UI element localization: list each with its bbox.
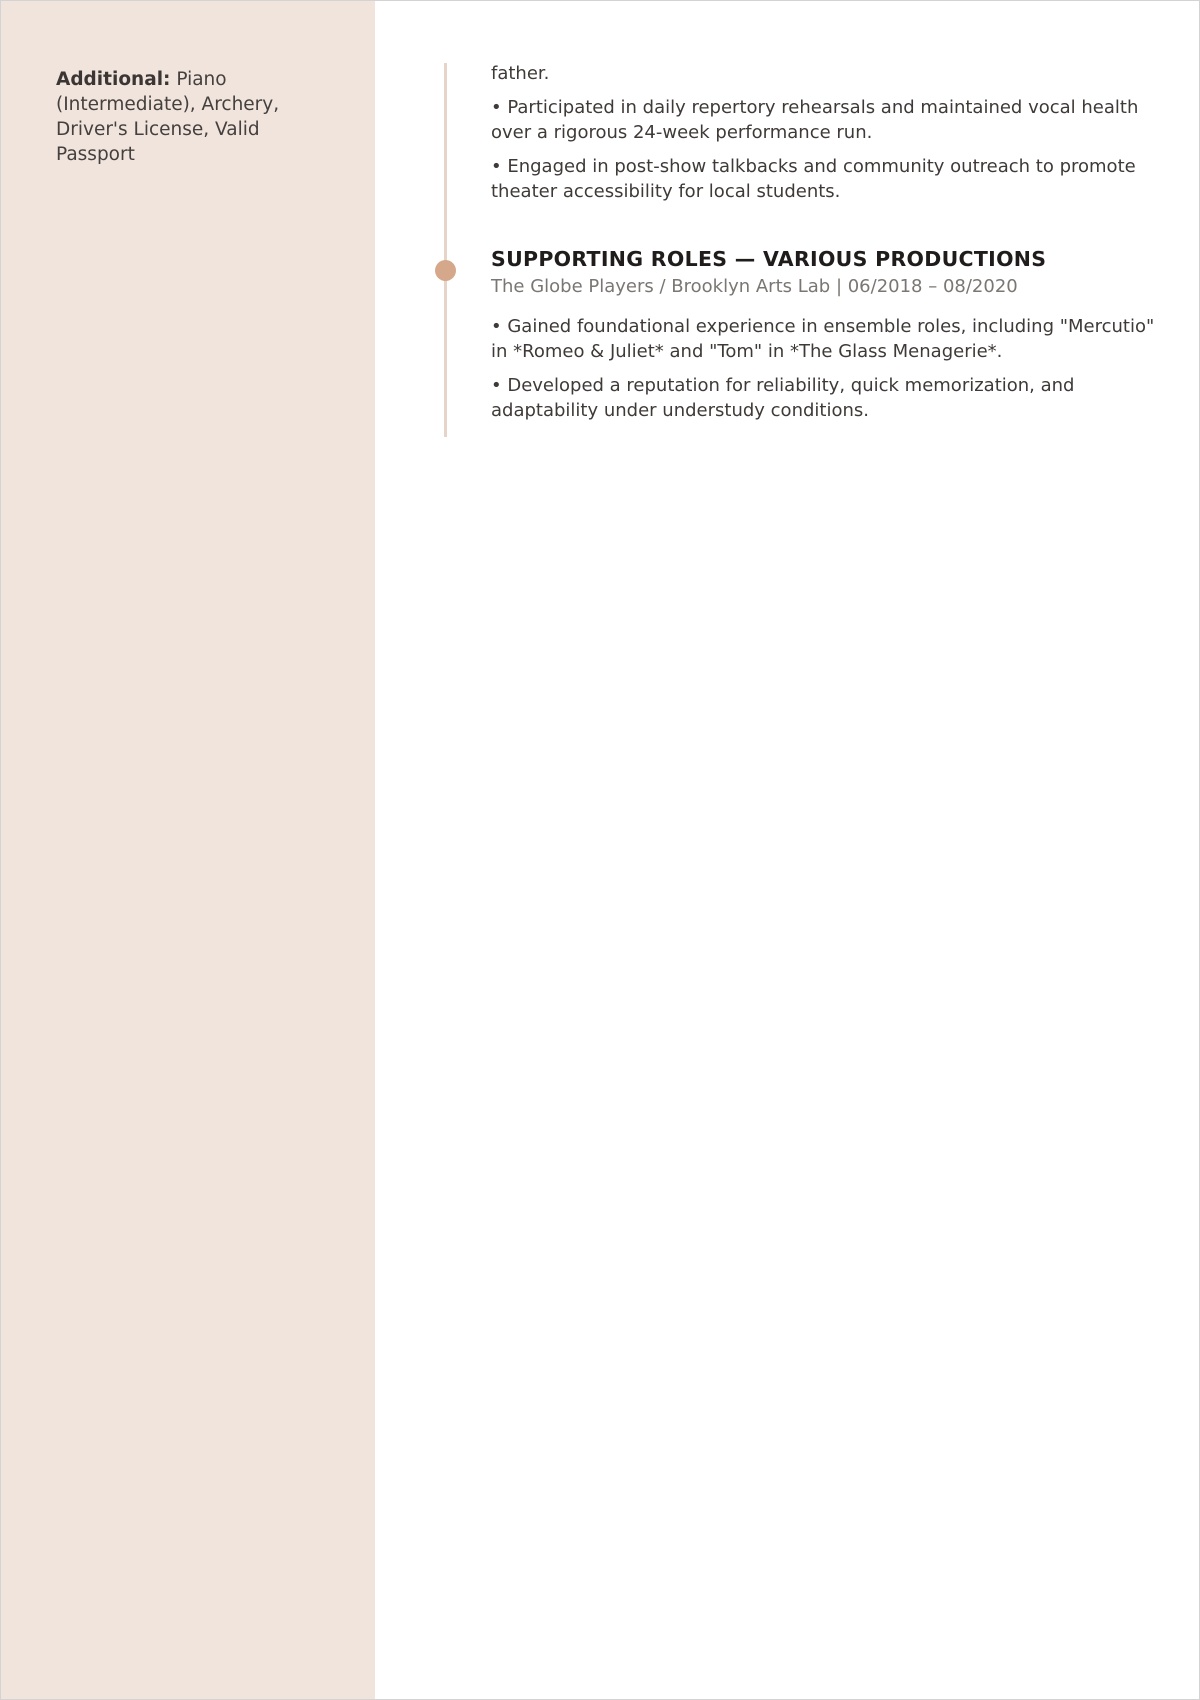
main-content bbox=[375, 1, 1199, 1699]
role-bullet-2: • Developed a reputation for reliability, quick memorization, and adaptability under understudy conditions. bbox=[491, 375, 1075, 421]
timeline-line bbox=[444, 63, 447, 437]
additional-skills bbox=[56, 67, 296, 167]
sidebar bbox=[1, 1, 375, 1699]
additional-label: Additional: bbox=[56, 69, 171, 90]
role-title: SUPPORTING ROLES — VARIOUS PRODUCTIONS bbox=[491, 247, 1047, 271]
continued-text: father. bbox=[491, 63, 550, 84]
role-bullet-1: • Gained foundational experience in ensemble roles, including "Mercutio" in *Romeo & Juliet* and "Tom" in *The Glass Menagerie*. bbox=[491, 316, 1155, 362]
previous-bullet-2: • Engaged in post-show talkbacks and community outreach to promote theater accessibility for local students. bbox=[491, 156, 1136, 202]
experience-section bbox=[491, 61, 1171, 432]
role-entry bbox=[491, 246, 1171, 423]
role-meta: The Globe Players / Brooklyn Arts Lab | 06/2018 – 08/2020 bbox=[491, 276, 1018, 297]
additional-text: Piano (Intermediate), Archery, Driver's License, Valid Passport bbox=[56, 69, 280, 165]
previous-bullet-1: • Participated in daily repertory rehearsals and maintained vocal health over a rigorous 24-week performance run. bbox=[491, 97, 1139, 143]
timeline-dot bbox=[435, 260, 456, 281]
